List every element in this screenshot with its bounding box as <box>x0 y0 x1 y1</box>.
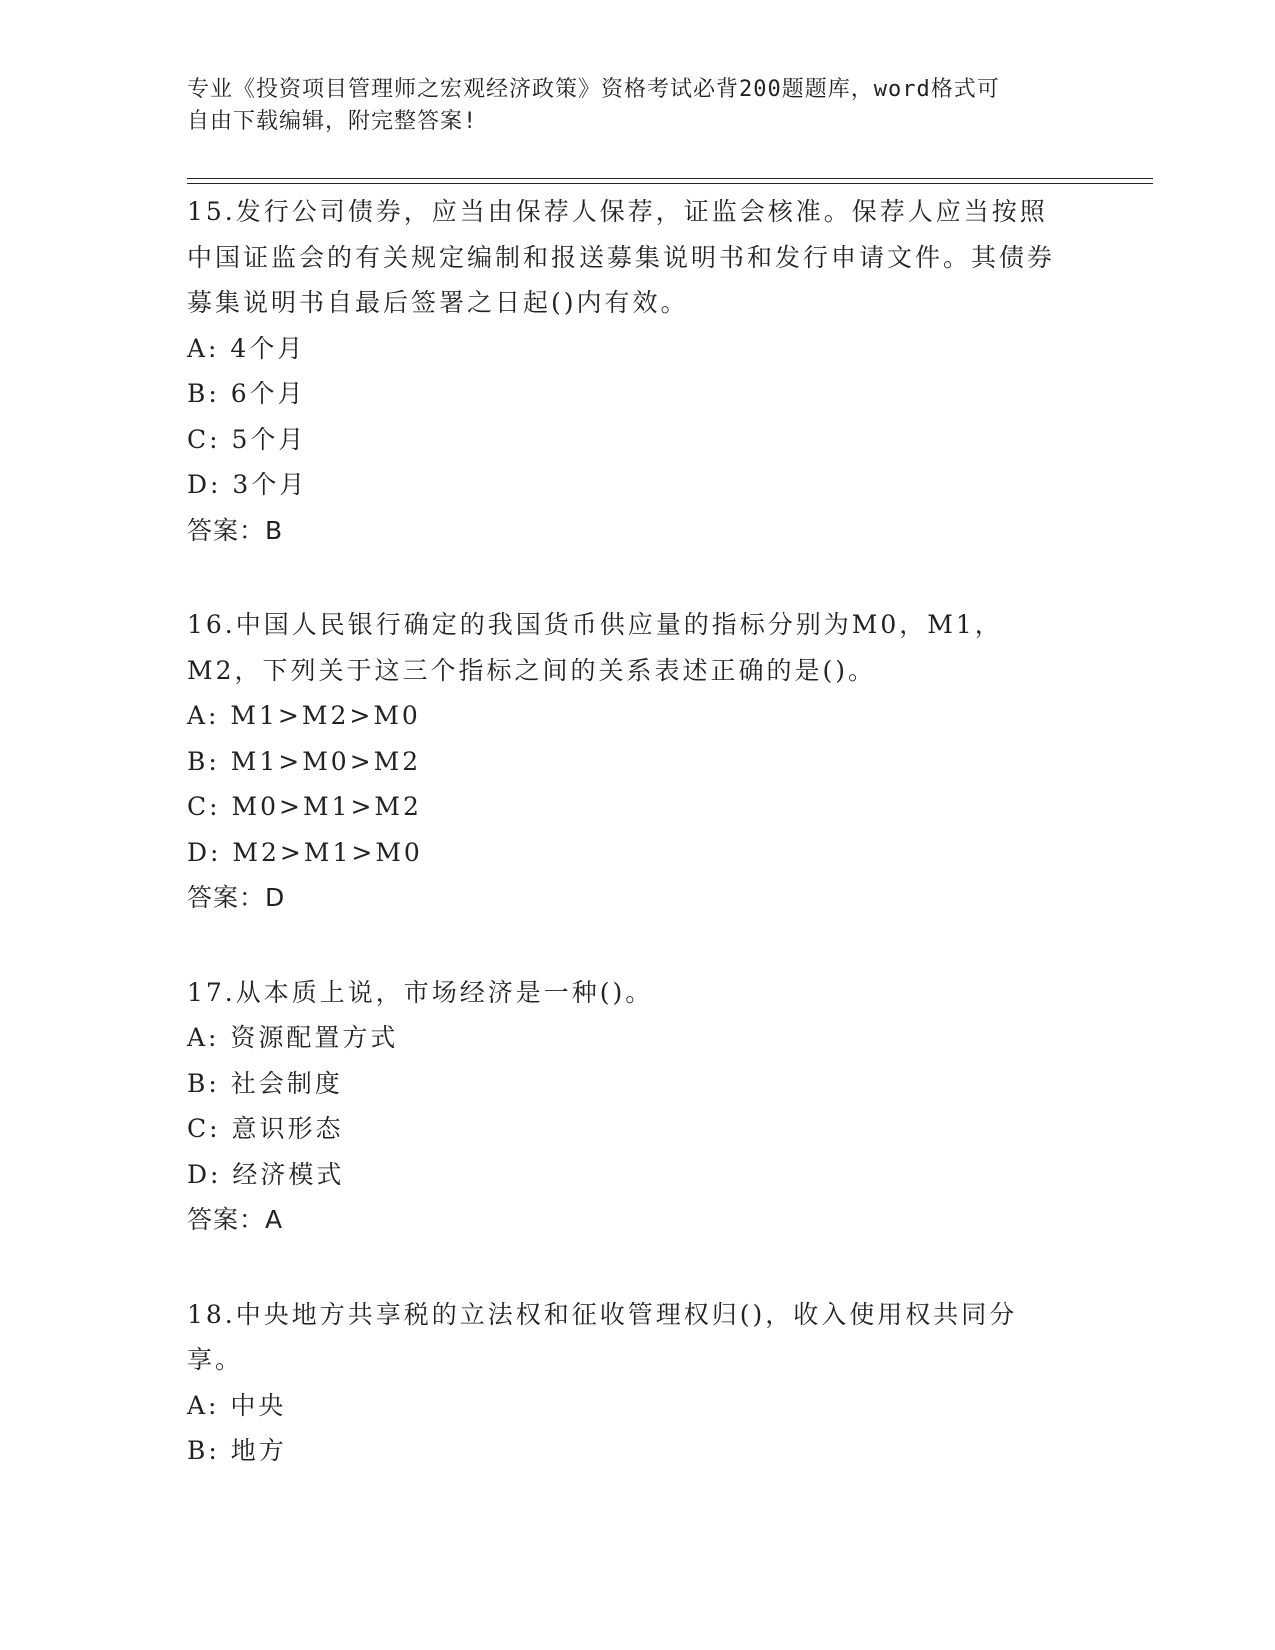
option-c: C: M0>M1>M2 <box>187 792 422 821</box>
header-divider-bottom <box>187 183 1153 184</box>
option-a: A: 4个月 <box>187 333 306 363</box>
header-divider-top <box>187 178 1153 179</box>
option-c: C: 5个月 <box>187 424 307 454</box>
header-line-1: 专业《投资项目管理师之宏观经济政策》资格考试必背200题题库，word格式可 <box>187 77 1000 102</box>
option-d: D: 经济模式 <box>187 1159 345 1189</box>
option-d: D: M2>M1>M0 <box>187 837 423 867</box>
option-a: A: 中央 <box>187 1390 287 1420</box>
option-a: A: 资源配置方式 <box>187 1023 399 1052</box>
question-text: 17.从本质上说，市场经济是一种()。 <box>187 977 654 1007</box>
option-b: B: 社会制度 <box>187 1068 343 1098</box>
answer-label: 答案：B <box>187 515 284 545</box>
question-16 <box>187 602 1087 921</box>
option-b: B: 6个月 <box>187 379 306 408</box>
question-text: 16.中国人民银行确定的我国货币供应量的指标分别为M0，M1，M2，下列关于这三个指标之间的关系表述正确的是()。 <box>187 610 1003 685</box>
answer-label: 答案：A <box>187 1205 284 1234</box>
question-18 <box>187 1292 1087 1474</box>
option-b: B: M1>M0>M2 <box>187 746 422 776</box>
header-line-2: 自由下载编辑，附完整答案! <box>187 109 478 134</box>
option-a: A: M1>M2>M0 <box>187 701 421 730</box>
question-17 <box>187 970 1087 1243</box>
option-b: B: 地方 <box>187 1436 287 1465</box>
question-text: 15.发行公司债券，应当由保荐人保荐，证监会核准。保荐人应当按照中国证监会的有关规定编制和报送募集说明书和发行申请文件。其债券募集说明书自最后签署之日起()内有效。 <box>187 197 1056 317</box>
question-text: 18.中央地方共享税的立法权和征收管理权归()，收入使用权共同分享。 <box>187 1299 1018 1374</box>
document-header <box>187 74 1087 138</box>
option-c: C: 意识形态 <box>187 1114 344 1143</box>
option-d: D: 3个月 <box>187 470 308 499</box>
answer-label: 答案：D <box>187 883 286 912</box>
question-15 <box>187 189 1087 553</box>
question-list <box>187 189 1087 1523</box>
